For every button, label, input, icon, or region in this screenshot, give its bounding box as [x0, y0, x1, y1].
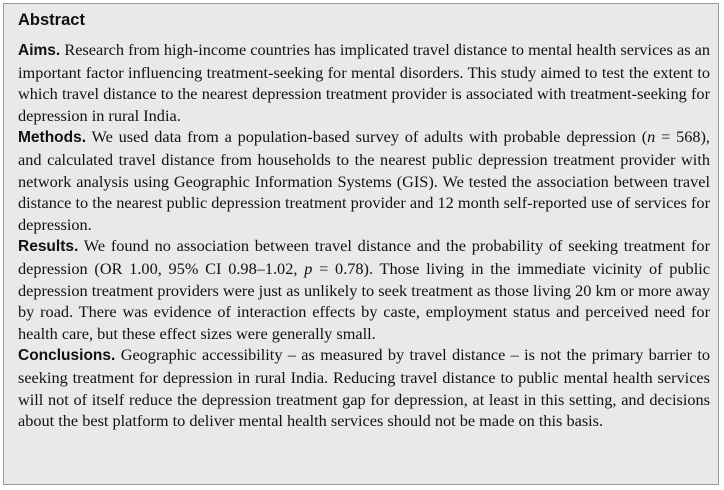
methods-n-value: = 568 — [655, 127, 701, 147]
conclusions-paragraph — [18, 344, 710, 431]
results-paragraph — [18, 235, 710, 344]
methods-text-before: We used data from a population-based survey of adults with probable depression ( — [91, 127, 648, 147]
aims-label: Aims. — [18, 42, 61, 59]
results-p-variable: p — [304, 258, 313, 278]
abstract-box — [3, 3, 719, 485]
conclusions-label: Conclusions. — [18, 347, 116, 365]
results-text-before: We found no association between travel distance and the probability of seeking treatment for depression (OR 1.00, 95% CI 0.98–1.02, — [18, 236, 710, 278]
methods-n-variable: n — [647, 127, 656, 147]
methods-paragraph — [18, 126, 710, 235]
results-p-value: = 0.78 — [312, 258, 364, 278]
aims-paragraph — [18, 39, 710, 126]
abstract-heading: Abstract — [18, 11, 85, 29]
aims-text: Research from high-income countries has implicated travel distance to mental health services as an important factor influencing treatment-seeking for mental disorders. This study aimed to test the extent to which travel distance to the nearest depression treatment provider is associated with treatment-seeking for depression in rural India. — [18, 40, 711, 125]
results-label: Results. — [18, 238, 79, 256]
results-text-after: ). Those living in the immediate vicinity of public depression treatment providers were just as unlikely to seek treatment as those living 20 km or more away by road. There was evidence of interaction effects by caste, employment status and perceived need for health care, but these effect sizes were generally small. — [18, 258, 710, 343]
methods-text-after: ), and calculated travel distance from households to the nearest public depression treatment provider with network analysis using Geographic Information Systems (GIS). We tested the association between travel distance to the nearest public depression treatment provider and 12 month self-reported use of services for depression. — [18, 127, 711, 234]
methods-label: Methods. — [18, 129, 87, 147]
conclusions-text: Geographic accessibility – as measured by travel distance – is not the primary barrier to seeking treatment for depression in rural India. Reducing travel distance to public mental health services will not of itself reduce the depression treatment gap for depression, at least in this setting, and decisions about the best platform to deliver mental health services should not be made on this basis. — [18, 345, 710, 431]
